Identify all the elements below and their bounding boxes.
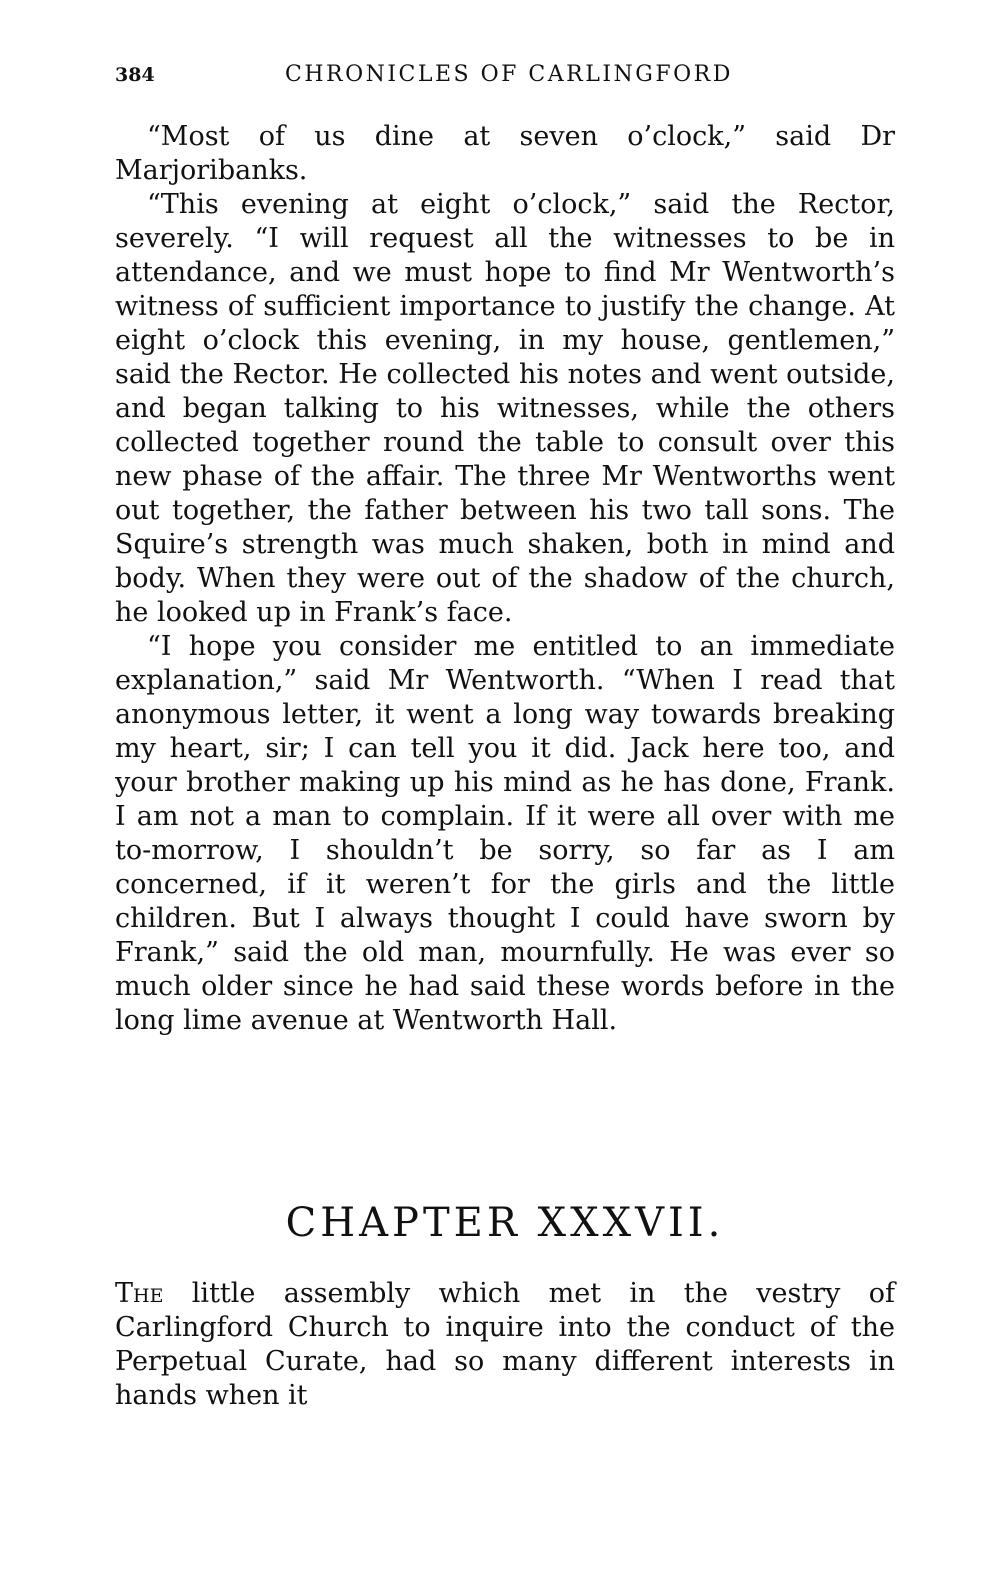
chapter-heading: CHAPTER XXXVII. — [285, 1200, 725, 1246]
chapter-first-paragraph-text: little assembly which met in the vestry of Carlingford Church to inquire into the conduct of the Perpetual Curate, had so many different interests in hands when it — [115, 1278, 895, 1411]
paragraph-dine: “Most of us dine at seven o’clock,” said Dr Marjoribanks. — [115, 121, 895, 186]
paragraph-rector: “This evening at eight o’clock,” said the Rector, severely. “I will request all the witnesses to be in attendance, and we must hope to find Mr Wentworth’s witness of sufficient importance to justify the change. At eight o’clock this evening, in my house, gentlemen,” said the Rector. He collected his notes and went outside, and began talking to his witnesses, while the others collected together round the table to consult over this new phase of the affair. The three Mr Wentworths went out together, the father between his two tall sons. The Squire’s strength was much shaken, both in mind and body. When they were out of the shadow of the church, he looked up in Frank’s face. — [115, 189, 895, 628]
chapter-first-paragraph — [115, 1277, 895, 1413]
chapter-lead-word: The — [115, 1278, 164, 1309]
page-number: 384 — [115, 64, 155, 86]
running-title: CHRONICLES OF CARLINGFORD — [285, 62, 733, 87]
body-text-before-chapter — [115, 120, 895, 1038]
running-head — [115, 62, 895, 92]
paragraph-wentworth: “I hope you consider me entitled to an immediate explanation,” said Mr Wentworth. “When I read that anonymous letter, it went a long way towards breaking my heart, sir; I can tell you it did. Jack here too, and your brother making up his mind as he has done, Frank. I am not a man to complain. If it were all over with me to-morrow, I shouldn’t be sorry, so far as I am concerned, if it weren’t for the girls and the little children. But I always thought I could have sworn by Frank,” said the old man, mournfully. He was ever so much older since he had said these words before in the long lime avenue at Wentworth Hall. — [115, 631, 895, 1036]
body-text-chapter-opening — [115, 1277, 895, 1413]
